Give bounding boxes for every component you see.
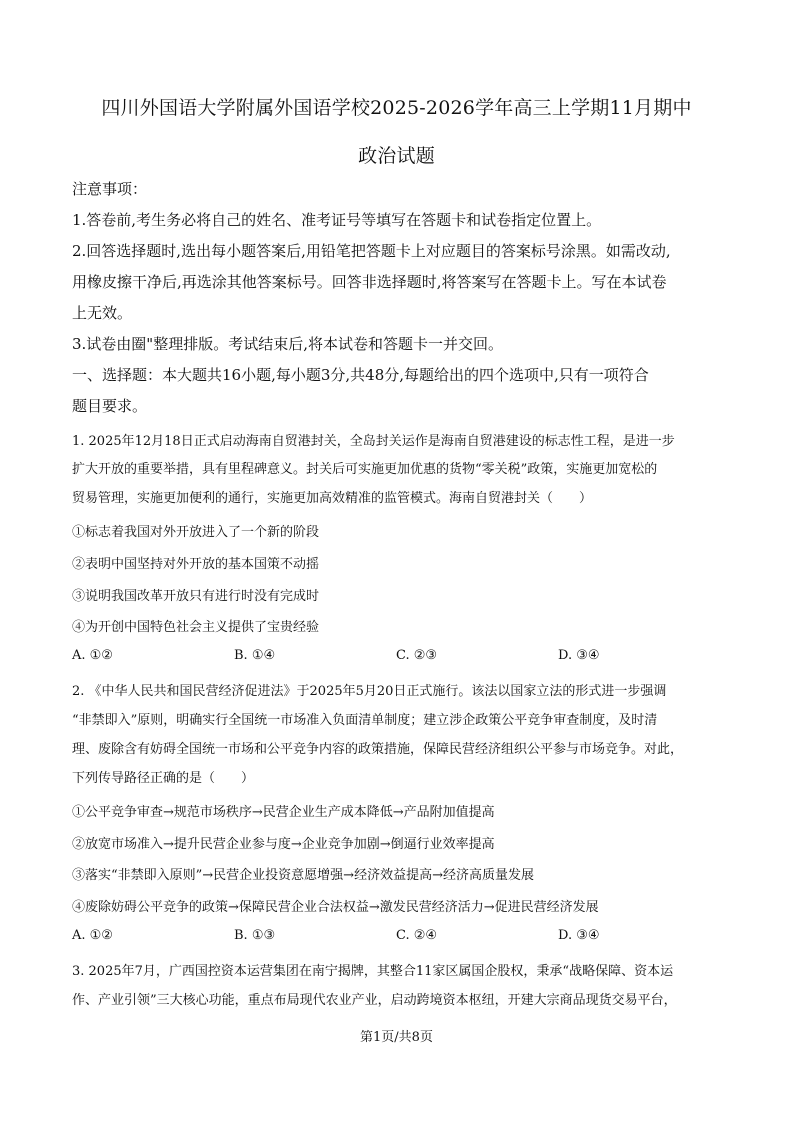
question-3-line-2: 作、产业引领”三大核心功能，重点布局现代农业产业，启动跨境资本枢纽，开建大宗商品现货交易平台， — [72, 993, 677, 1008]
notice-item-3: 3.试卷由圈"整理排版。考试结束后,将本试卷和答题卡一并交回。 — [72, 335, 503, 353]
question-1-statement: ②表明中国坚持对外开放的基本国策不动摇 — [72, 557, 320, 572]
question-2-option-b: B. ①③ — [234, 928, 276, 943]
question-1-line-2: 扩大开放的重要举措，具有里程碑意义。封关后可实施更加优惠的货物“零关税”政策，实施更加宽松的 — [72, 462, 658, 477]
question-2-option-d: D. ③④ — [558, 928, 600, 943]
question-2-line-1: 2. 《中华人民共和国民营经济促进法》于2025年5月20日正式施行。该法以国家立法的形式进一步强调 — [72, 684, 667, 699]
question-1-statement: ③说明我国改革开放只有进行时没有完成时 — [72, 589, 320, 604]
question-2-option-c: C. ②④ — [396, 928, 438, 943]
question-1-line-1: 1. 2025年12月18日正式启动海南自贸港封关，全岛封关运作是海南自贸港建设的标志性工程，是进一步 — [72, 434, 675, 449]
section-heading-line-2: 题目要求。 — [72, 397, 148, 415]
exam-subtitle: 政治试题 — [358, 145, 435, 167]
notice-item-1: 1.答卷前,考生务必将自己的姓名、准考证号等填写在答题卡和试卷指定位置上。 — [72, 211, 602, 229]
question-1-option-b: B. ①④ — [234, 648, 276, 663]
question-2-option-a: A. ①② — [72, 928, 113, 943]
question-1-option-a: A. ①② — [72, 648, 113, 663]
question-2-statement: ④废除妨碍公平竞争的政策→保障民营企业合法权益→激发民营经济活力→促进民营经济发展 — [72, 900, 599, 915]
question-2-line-3: 理、废除含有妨碍全国统一市场和公平竞争内容的政策措施，保障民营经济组织公平参与市场竞争。对此， — [72, 742, 684, 757]
question-1-statement: ④为开创中国特色社会主义提供了宝贵经验 — [72, 620, 320, 635]
question-3-line-1: 3. 2025年7月，广西国控资本运营集团在南宁揭牌，其整合11家区属国企股权，秉承“战略保障、资本运 — [72, 964, 674, 979]
exam-title: 四川外国语大学附属外国语学校2025-2026学年高三上学期11月期中 — [101, 97, 692, 119]
page-footer: 第1页/共8页 — [360, 1030, 433, 1045]
notice-item-2-line-3: 上无效。 — [72, 304, 133, 322]
question-2-statement: ①公平竞争审查→规范市场秩序→民营企业生产成本降低→产品附加值提高 — [72, 805, 495, 820]
question-2-line-4: 下列传导路径正确的是（ ） — [72, 771, 255, 786]
question-2-statement: ②放宽市场准入→提升民营企业参与度→企业竞争加剧→倒逼行业效率提高 — [72, 837, 495, 852]
question-2-line-2: “非禁即入”原则，明确实行全国统一市场准入负面清单制度；建立涉企政策公平竞争审查制度，及时清 — [72, 713, 658, 728]
question-1-option-c: C. ②③ — [396, 648, 438, 663]
notice-item-2-line-1: 2.回答选择题时,选出每小题答案后,用铅笔把答题卡上对应题目的答案标号涂黑。如需改动, — [72, 242, 671, 260]
section-heading-line-1: 一、选择题：本大题共16小题,每小题3分,共48分,每题给出的四个选项中,只有一项符合 — [72, 366, 649, 384]
question-1-option-d: D. ③④ — [558, 648, 600, 663]
notice-item-2-line-2: 用橡皮擦干净后,再选涂其他答案标号。回答非选择题时,将答案写在答题卡上。写在本试卷 — [72, 273, 667, 291]
question-1-line-3: 贸易管理，实施更加便利的通行，实施更加高效精准的监管模式。海南自贸港封关（ ） — [72, 491, 593, 506]
question-2-statement: ③落实“非禁即入原则”→民营企业投资意愿增强→经济效益提高→经济高质量发展 — [72, 868, 534, 883]
notice-heading: 注意事项： — [72, 180, 148, 198]
question-1-statement: ①标志着我国对外开放进入了一个新的阶段 — [72, 525, 320, 540]
